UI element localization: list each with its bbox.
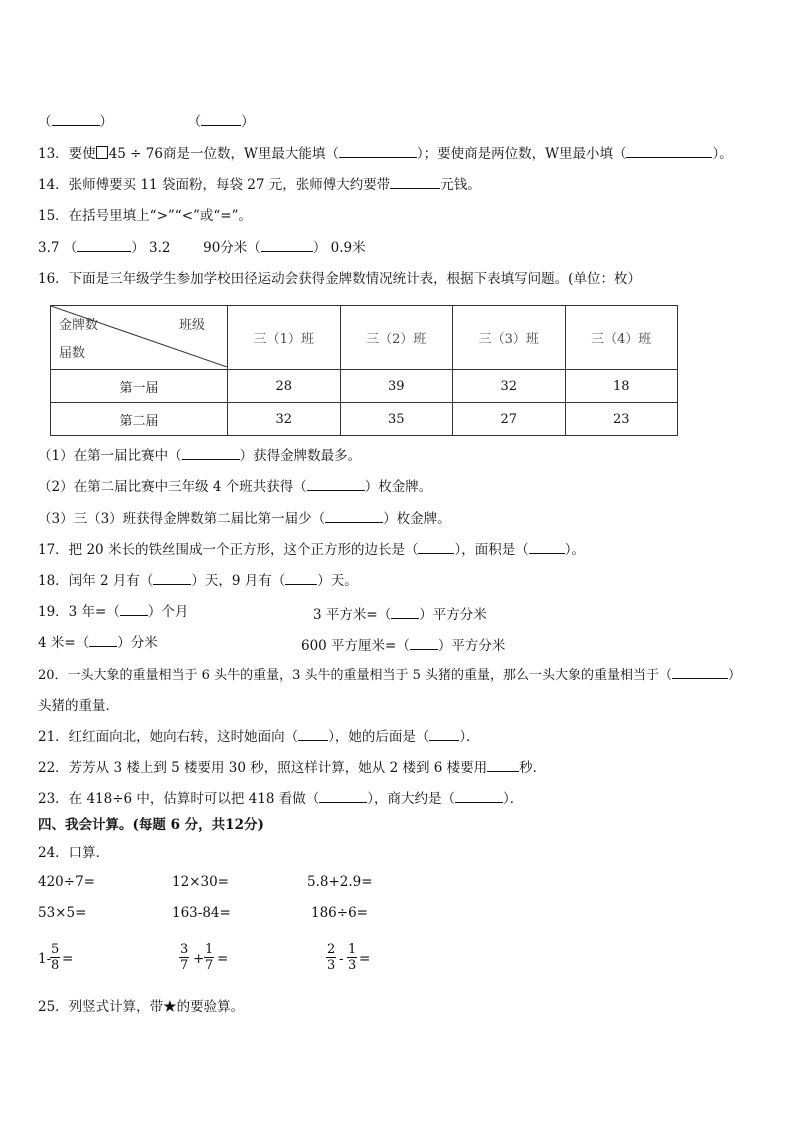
minus-sign: - bbox=[339, 951, 344, 967]
answer-blank[interactable] bbox=[626, 145, 712, 158]
answer-blank[interactable] bbox=[89, 634, 117, 647]
table-cell: 27 bbox=[453, 403, 566, 436]
answer-blank[interactable] bbox=[391, 606, 419, 619]
table-cell: 35 bbox=[340, 403, 453, 436]
table-cell: 23 bbox=[565, 403, 678, 436]
question-15: 15．在括号里填上“>”“<”或“=”。 bbox=[38, 208, 253, 224]
corner-label-class: 班级 bbox=[178, 318, 205, 333]
table-header-cell: 三（4）班 bbox=[565, 306, 678, 370]
equals-sign: = bbox=[62, 951, 74, 967]
answer-blanks-row: （ ） （ ） bbox=[38, 114, 255, 130]
oral-calc-item: 420÷7= bbox=[38, 874, 95, 890]
question-21: 21．红红面向北，她向右转，这时她面向（ ），她的后面是（ ）． bbox=[38, 729, 480, 745]
answer-blank[interactable] bbox=[410, 637, 438, 650]
question-19-row2: 4 米=（ ）分米 bbox=[38, 635, 158, 651]
question-16-2: （2）在第二届比赛中三年级 4 个班共获得（ ）枚金牌。 bbox=[38, 479, 433, 495]
answer-blank[interactable] bbox=[429, 728, 459, 741]
question-15-items: 3.7 （ ） 3.2 90分米（ ） 0.9米 bbox=[38, 240, 366, 256]
answer-blank[interactable] bbox=[153, 572, 191, 585]
oral-calc-item: 163-84= bbox=[172, 905, 231, 921]
table-header-cell: 三（2）班 bbox=[340, 306, 453, 370]
answer-blank[interactable] bbox=[261, 239, 313, 252]
plus-sign: + bbox=[193, 951, 205, 967]
question-19-row1-right: 3 平方米=（ ）平方分米 bbox=[313, 607, 487, 623]
answer-blank[interactable] bbox=[319, 790, 367, 803]
oral-calc-item: 12×30= bbox=[172, 874, 229, 890]
table-row bbox=[51, 403, 678, 436]
table-row bbox=[51, 370, 678, 403]
question-24: 24．口算． bbox=[38, 845, 110, 861]
table-header-cell: 三（1）班 bbox=[228, 306, 341, 370]
question-20-cont: 头猪的重量． bbox=[38, 698, 119, 714]
fraction-expr-1-prefix: 1- bbox=[38, 951, 52, 967]
answer-blank[interactable] bbox=[672, 666, 728, 679]
fraction-2-3: $\frac{2}{3}$ bbox=[327, 942, 336, 973]
answer-blank[interactable] bbox=[52, 113, 100, 126]
row-label: 第二届 bbox=[51, 403, 228, 436]
question-16-1: （1）在第一届比赛中（ ）获得金牌数最多。 bbox=[38, 448, 362, 464]
question-13: 13．要使 45 ÷ 76商是一位数，W里最大能填（ ）；要使商是两位数，W里最小填（ ）。 bbox=[38, 146, 733, 162]
answer-blank[interactable] bbox=[182, 447, 240, 460]
oral-calc-item: 5.8+2.9= bbox=[307, 874, 373, 890]
question-17: 17．把 20 米长的铁丝围成一个正方形，这个正方形的边长是（ ），面积是（ ）。 bbox=[38, 542, 585, 558]
answer-blank[interactable] bbox=[418, 541, 454, 554]
table-cell: 28 bbox=[228, 370, 341, 403]
answer-blank[interactable] bbox=[390, 176, 440, 189]
corner-label-medals: 金牌数 bbox=[59, 318, 99, 333]
equals-sign: = bbox=[359, 951, 371, 967]
question-16-3: （3）三（3）班获得金牌数第二届比第一届少（ ）枚金牌。 bbox=[38, 511, 451, 527]
medal-stats-table bbox=[50, 305, 678, 436]
answer-blank[interactable] bbox=[298, 728, 328, 741]
question-16: 16．下面是三年级学生参加学校田径运动会获得金牌数情况统计表，根据下表填写问题。(单位：枚） bbox=[38, 271, 641, 287]
question-23: 23．在 418÷6 中，估算时可以把 418 看做（ ），商大约是（ ）． bbox=[38, 791, 524, 807]
question-19-row1: 19．3 年=（ ）个月 bbox=[38, 604, 189, 620]
answer-blank[interactable] bbox=[325, 510, 383, 523]
row-label: 第一届 bbox=[51, 370, 228, 403]
answer-blank[interactable] bbox=[307, 478, 365, 491]
question-20: 20．一头大象的重量相当于 6 头牛的重量，3 头牛的重量相当于 5 头猪的重量，那么一头大象的重量相当于（ ） bbox=[38, 668, 742, 683]
fraction-1-7: $\frac{1}{7}$ bbox=[205, 942, 214, 973]
question-18: 18．闰年 2 月有（ ）天，9 月有（ ）天。 bbox=[38, 573, 358, 589]
oral-calc-item: 186÷6= bbox=[311, 905, 368, 921]
fraction-3-7: $\frac{3}{7}$ bbox=[180, 942, 189, 973]
fraction-5-8: $\frac{5}{8}$ bbox=[51, 942, 60, 973]
answer-blank[interactable] bbox=[201, 113, 241, 126]
table-cell: 39 bbox=[340, 370, 453, 403]
answer-blank[interactable] bbox=[77, 239, 131, 252]
section-4-title: 四、我会计算。(每题 6 分，共12分) bbox=[38, 817, 264, 833]
question-19-row2-right: 600 平方厘米=（ ）平方分米 bbox=[301, 638, 506, 654]
table-cell: 32 bbox=[228, 403, 341, 436]
fraction-1-3: $\frac{1}{3}$ bbox=[348, 942, 357, 973]
corner-label-session: 届数 bbox=[59, 346, 86, 361]
table-cell: 32 bbox=[453, 370, 566, 403]
equals-sign: = bbox=[217, 951, 229, 967]
answer-blank[interactable] bbox=[455, 790, 503, 803]
oral-calc-item: 53×5= bbox=[38, 905, 87, 921]
table-cell: 18 bbox=[565, 370, 678, 403]
box-placeholder bbox=[96, 146, 108, 159]
question-25: 25．列竖式计算，带★的要验算。 bbox=[38, 999, 245, 1015]
answer-blank[interactable] bbox=[339, 145, 417, 158]
question-14: 14．张师傅要买 11 袋面粉，每袋 27 元，张师傅大约要带 元钱。 bbox=[38, 177, 481, 193]
answer-blank[interactable] bbox=[285, 572, 317, 585]
question-22: 22．芳芳从 3 楼上到 5 楼要用 30 秒，照这样计算，她从 2 楼到 6 楼要用 秒． bbox=[38, 760, 547, 776]
table-header-cell: 三（3）班 bbox=[453, 306, 566, 370]
answer-blank[interactable] bbox=[529, 541, 565, 554]
table-corner-cell bbox=[51, 306, 228, 370]
answer-blank[interactable] bbox=[487, 759, 519, 772]
answer-blank[interactable] bbox=[120, 603, 148, 616]
